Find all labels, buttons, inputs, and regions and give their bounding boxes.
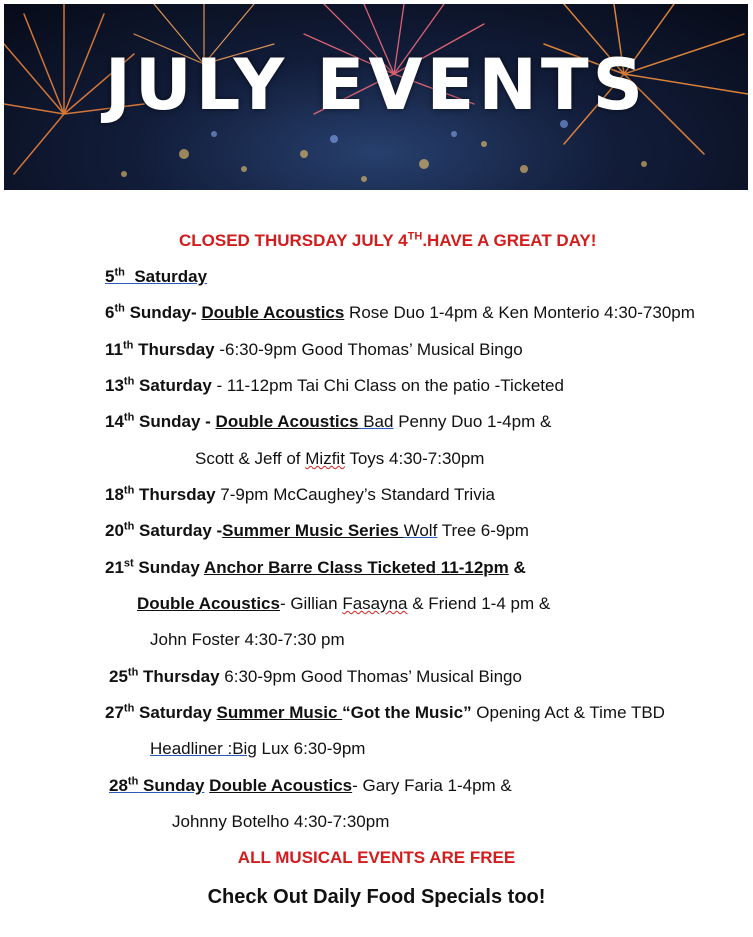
event-day: 21: [105, 558, 124, 577]
event-details-a: Headliner :Big: [150, 739, 257, 758]
event-line-14th-cont: [195, 449, 484, 469]
event-line-20th: [105, 521, 529, 541]
event-series: Double Acoustics: [201, 303, 345, 322]
event-day: 18: [105, 485, 124, 504]
event-line-21st-cont2: [150, 630, 345, 650]
event-details-b: Tree 6-9pm: [437, 521, 529, 540]
closed-notice-main: CLOSED THURSDAY JULY 4: [179, 231, 408, 250]
event-day: 11: [105, 340, 123, 359]
event-line-21st: [105, 558, 526, 578]
event-series: Double Acoustics: [209, 776, 353, 795]
event-line-18th: [105, 485, 495, 505]
event-day-sup: th: [123, 411, 135, 424]
event-weekday: Sunday: [133, 558, 204, 577]
event-series: Anchor Barre Class Ticketed 11-12pm: [203, 558, 509, 577]
event-weekday: Saturday: [134, 267, 208, 286]
event-details: John Foster 4:30-7:30 pm: [150, 630, 345, 649]
event-line-28th-cont: [172, 812, 389, 832]
event-line-5th: [105, 267, 207, 287]
event-details: - Gary Faria 1-4pm &: [352, 776, 512, 795]
event-details-b: Penny Duo 1-4pm &: [393, 412, 552, 431]
event-weekday: Saturday -: [134, 521, 223, 540]
event-line-21st-cont: [137, 594, 550, 614]
event-details: - 11-12pm Tai Chi Class on the patio -Ticketed: [211, 376, 564, 395]
event-day: 13: [105, 376, 124, 395]
event-day-sup: th: [127, 666, 139, 679]
event-weekday: Sunday -: [134, 412, 216, 431]
banner-title: JULY EVENTS: [104, 44, 648, 126]
event-details: &: [508, 558, 526, 577]
event-details-b: Mizfit: [305, 449, 345, 468]
event-details-c: & Friend 1-4 pm &: [407, 594, 551, 613]
event-series: Double Acoustics: [215, 412, 359, 431]
event-details-a: Wolf: [403, 521, 438, 540]
event-weekday: Sunday-: [124, 303, 202, 322]
event-details: Rose Duo 1-4pm & Ken Monterio 4:30-730pm: [344, 303, 695, 322]
event-line-13th: [105, 376, 564, 396]
event-weekday: Thursday: [138, 667, 220, 686]
event-day-sup: th: [127, 775, 139, 788]
event-details: 6:30-9pm Good Thomas’ Musical Bingo: [219, 667, 522, 686]
event-line-11th: [105, 340, 523, 360]
event-series: Summer Music Series: [222, 521, 404, 540]
event-line-27th-cont: [150, 739, 365, 759]
event-line-28th: [109, 776, 512, 796]
event-details-a: Scott & Jeff of: [195, 449, 306, 468]
event-details-c: Toys 4:30-7:30pm: [344, 449, 485, 468]
event-line-14th: [105, 412, 551, 432]
event-details-a: - Gillian: [279, 594, 343, 613]
event-day-sup: th: [122, 339, 134, 352]
event-day: 25: [109, 667, 128, 686]
closed-notice: [179, 231, 596, 251]
event-details: 7-9pm McCaughey’s Standard Trivia: [215, 485, 495, 504]
event-line-25th: [109, 667, 522, 687]
event-day: 5: [105, 267, 115, 286]
event-weekday: Thursday: [134, 485, 216, 504]
event-day-sup: th: [123, 375, 135, 388]
event-day-sup: th: [114, 266, 125, 279]
event-weekday: Saturday: [134, 703, 217, 722]
event-details: Opening Act & Time TBD: [471, 703, 665, 722]
event-details-b: Lux 6:30-9pm: [256, 739, 366, 758]
free-events-notice: ALL MUSICAL EVENTS ARE FREE: [237, 848, 516, 867]
closed-notice-rest: .HAVE A GREAT DAY!: [422, 231, 597, 250]
event-weekday: Saturday: [134, 376, 212, 395]
event-weekday: Thursday: [133, 340, 215, 359]
event-day-sup: th: [114, 302, 125, 315]
event-quote: “Got the Music”: [342, 703, 472, 722]
event-details-a: Bad: [358, 412, 394, 431]
event-day: 28: [109, 776, 128, 795]
event-day-sup: th: [123, 520, 135, 533]
event-details: -6:30-9pm Good Thomas’ Musical Bingo: [214, 340, 523, 359]
event-details: Johnny Botelho 4:30-7:30pm: [172, 812, 390, 831]
event-line-6th: [105, 303, 695, 323]
event-line-27th: [105, 703, 665, 723]
event-day: 6: [105, 303, 115, 322]
closed-notice-sup: TH: [407, 230, 423, 243]
event-details-b: Fasayna: [342, 594, 408, 613]
event-day: 27: [105, 703, 124, 722]
fireworks-banner: [4, 4, 748, 190]
event-day-sup: st: [123, 557, 134, 570]
event-day-sup: th: [123, 484, 135, 497]
event-series: Double Acoustics: [137, 594, 280, 613]
event-day-sup: th: [123, 702, 135, 715]
event-day: 14: [105, 412, 124, 431]
event-series: Summer Music: [216, 703, 343, 722]
event-weekday: Sunday: [138, 776, 205, 795]
food-specials-notice: Check Out Daily Food Specials too!: [207, 886, 546, 908]
event-day: 20: [105, 521, 124, 540]
